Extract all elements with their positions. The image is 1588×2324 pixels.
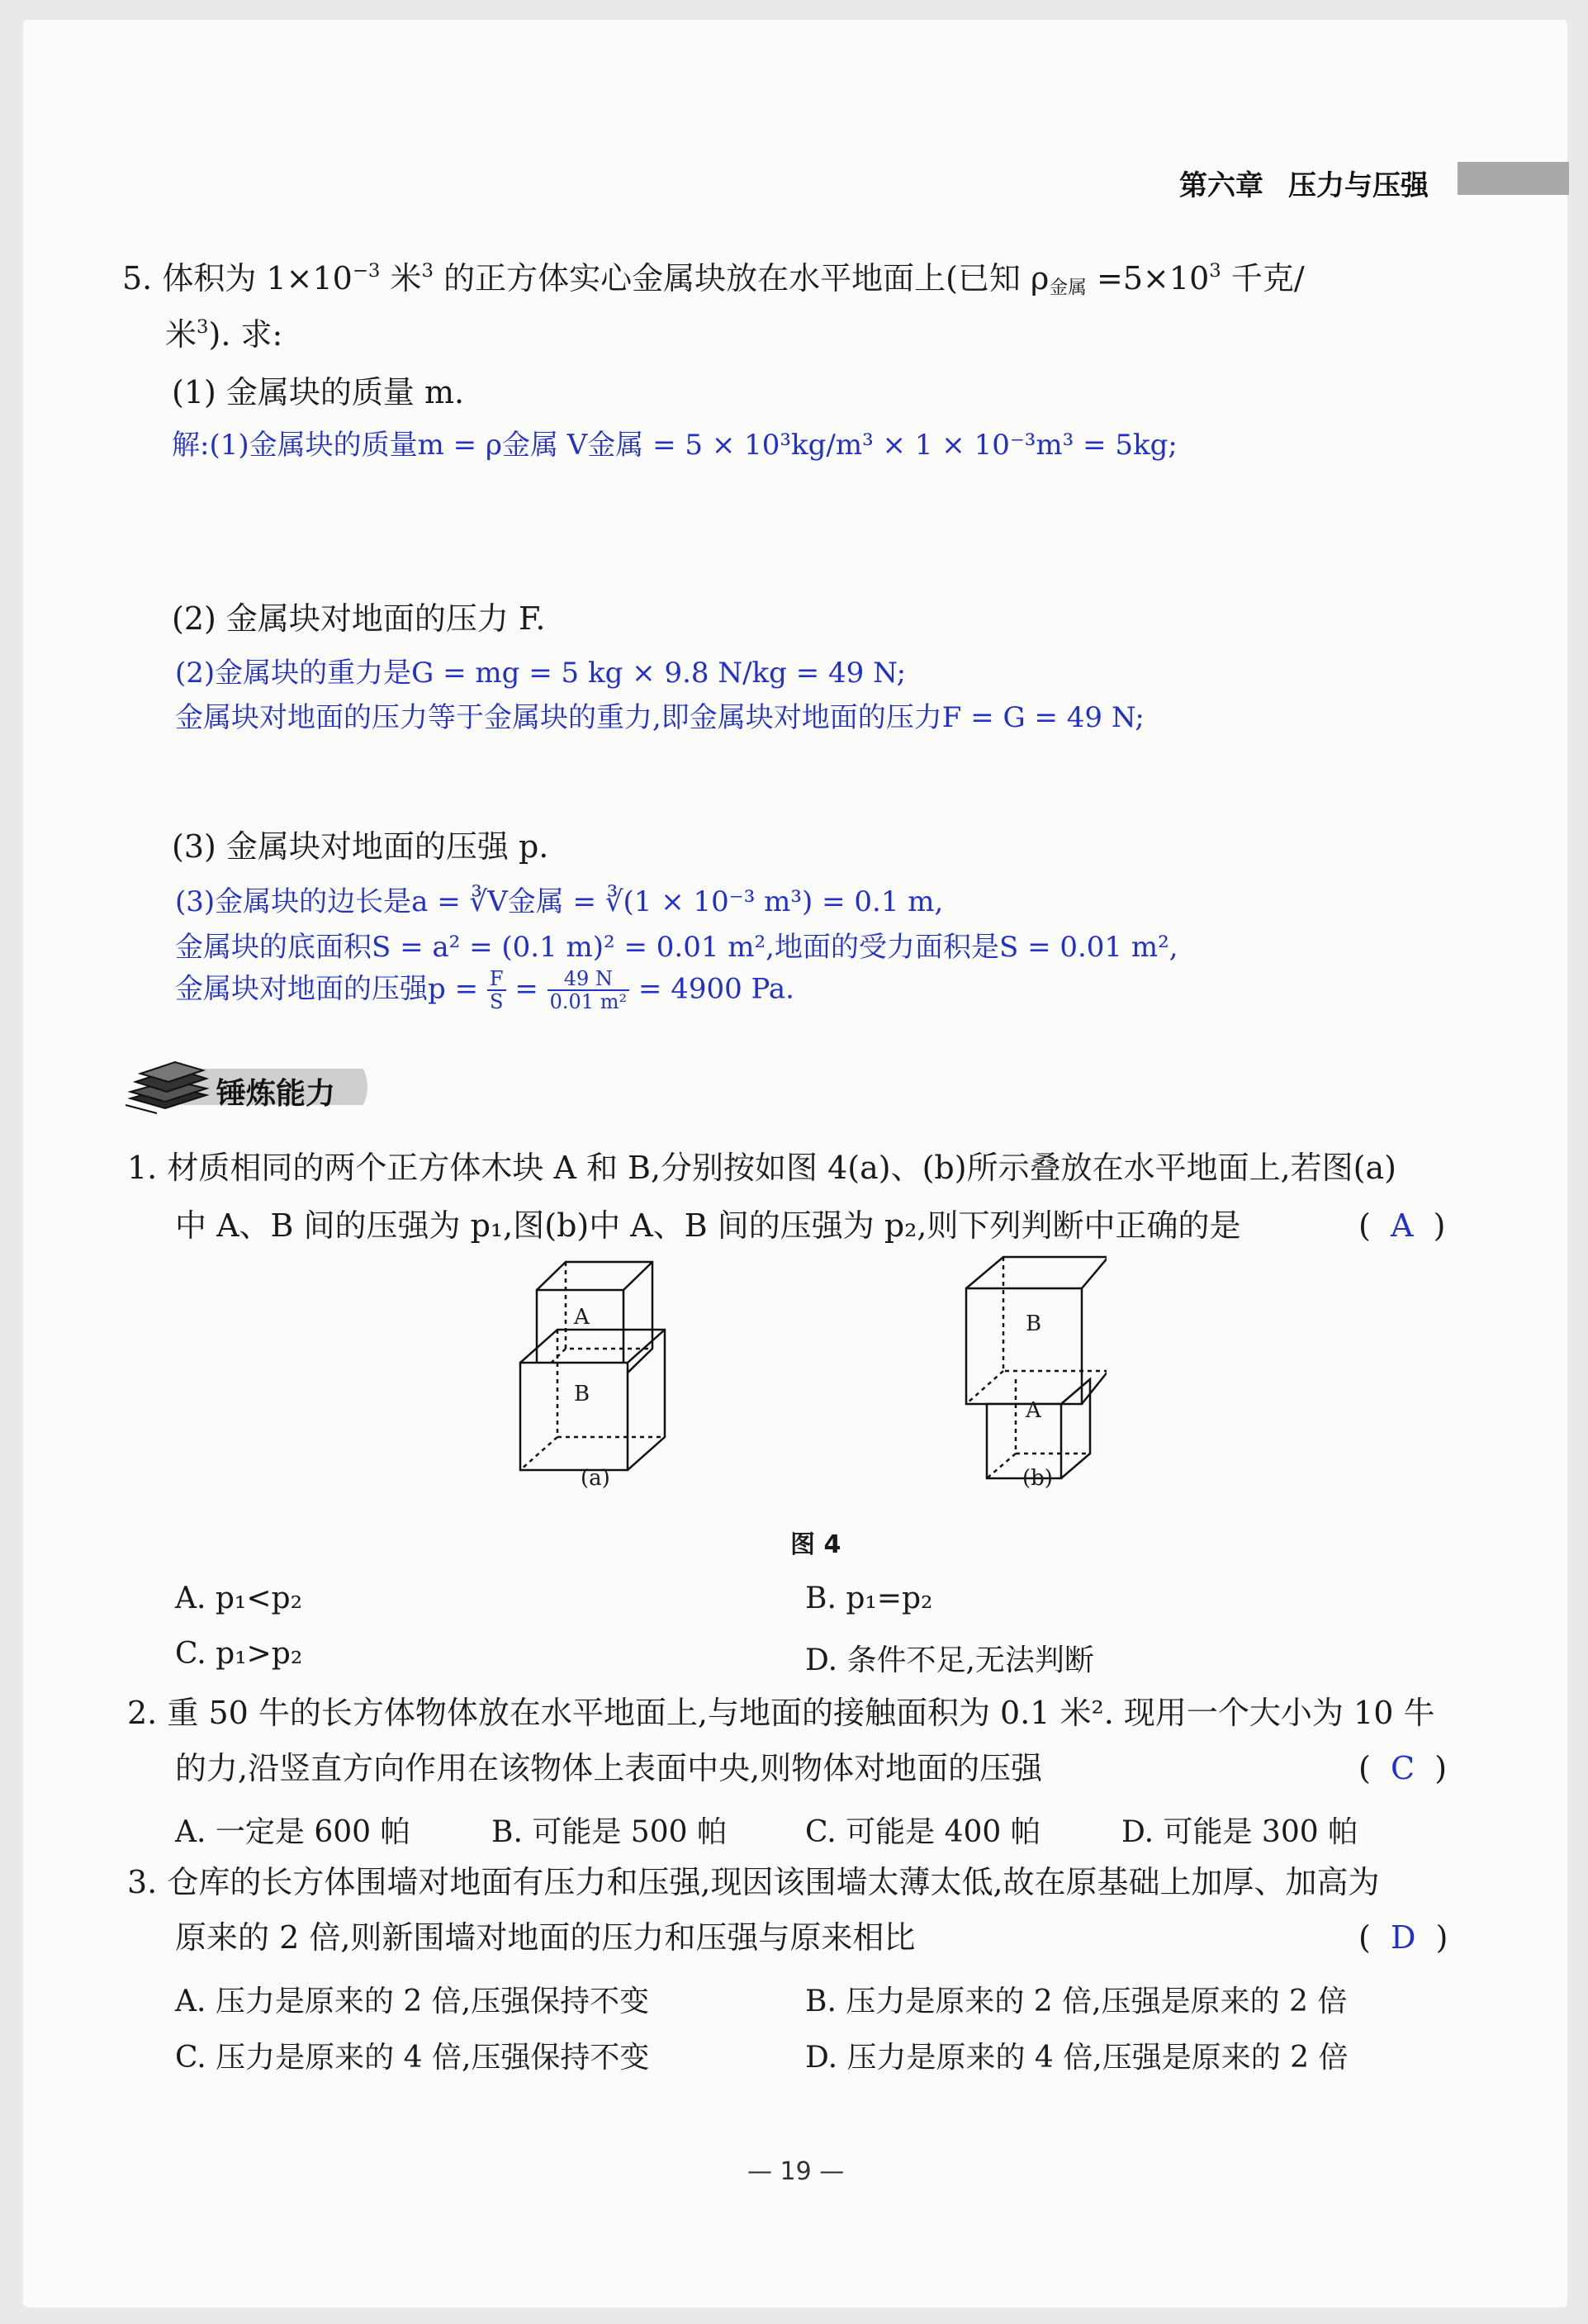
fraction-denominator: 0.01 m²	[549, 990, 628, 1014]
answer-text: = 4900 Pa.	[629, 972, 794, 1006]
q2-line1	[127, 1697, 1434, 1729]
section-banner	[124, 1057, 372, 1117]
fig-label-block-a2: A	[1026, 1398, 1041, 1423]
fraction-f-over-s	[487, 968, 506, 1013]
problem5-answer2-line2: 金属块对地面的压力等于金属块的重力,即金属块对地面的压力F = G = 49 N;	[175, 701, 1145, 734]
fraction-numerator: 49 N	[548, 968, 629, 991]
q1-option-b[interactable]: B. p₁=p₂	[805, 1582, 933, 1615]
problem5-part2: (2) 金属块对地面的压力 F.	[172, 600, 546, 637]
fig-label-block-b2: B	[1026, 1311, 1042, 1336]
q3-line2: 原来的 2 倍,则新围墙对地面的压力和压强与原来相比	[175, 1919, 916, 1956]
problem5-answer1: 解:(1)金属块的质量m = ρ金属 V金属 = 5 × 10³kg/m³ × 1 × 10⁻³m³ = 5kg;	[172, 429, 1178, 462]
q1-answer: A	[1390, 1207, 1414, 1244]
stem-text: 米	[380, 260, 422, 296]
question-number: 1.	[127, 1150, 158, 1186]
fraction-denominator: S	[489, 990, 504, 1014]
problem5-part1: (1) 金属块的质量 m.	[172, 374, 465, 410]
stem-text: 的正方体实心金属块放在水平地面上(已知 ρ	[434, 260, 1050, 296]
q1-answer-bracket: ( A )	[1358, 1207, 1446, 1244]
stem-text: ). 求:	[208, 316, 283, 353]
q1-line1	[127, 1150, 1396, 1186]
answer-text: 金属块对地面的压强p =	[175, 972, 487, 1006]
problem5-answer3-line2: 金属块的底面积S = a² = (0.1 m)² = 0.01 m²,地面的受力面积是S = 0.01 m²,	[175, 931, 1178, 964]
fig-label-block-b1: B	[574, 1382, 590, 1406]
question-number: 2.	[127, 1695, 158, 1731]
problem5-answer3-line1: (3)金属块的边长是a = ∛V金属 = ∛(1 × 10⁻³ m³) = 0.1 m,	[175, 885, 944, 918]
cube-b-front	[520, 1363, 628, 1470]
q3-answer: D	[1390, 1919, 1416, 1956]
answer-text: =	[505, 972, 548, 1006]
q1-line2: 中 A、B 间的压强为 p₁,图(b)中 A、B 间的压强为 p₂,则下列判断中正确的是	[175, 1207, 1241, 1244]
stem-text: =5×10	[1086, 260, 1210, 296]
q2-option-d[interactable]: D. 可能是 300 帕	[1121, 1815, 1358, 1849]
problem5-stem-line2	[165, 316, 283, 353]
q2-answer: C	[1390, 1750, 1415, 1786]
q3-option-b[interactable]: B. 压力是原来的 2 倍,压强是原来的 2 倍	[805, 1985, 1348, 2018]
fig-caption-b: (b)	[1022, 1466, 1053, 1491]
section-title: 锤炼能力	[216, 1077, 336, 1111]
cube-b-top-front	[966, 1288, 1082, 1404]
q3-line1	[127, 1866, 1380, 1898]
question-text: 重 50 牛的长方体物体放在水平地面上,与地面的接触面积为 0.1 米². 现用一个大小为 10 牛	[167, 1695, 1435, 1731]
stem-text: 千克/	[1221, 260, 1305, 296]
exponent: 3	[197, 316, 209, 339]
fraction-value	[548, 968, 629, 1013]
exponent: −3	[352, 260, 381, 282]
stem-text: 体积为 1×10	[162, 260, 353, 296]
question-text: 材质相同的两个正方体木块 A 和 B,分别按如图 4(a)、(b)所示叠放在水平地面上,若图(a)	[167, 1150, 1396, 1186]
chapter-number: 第六章	[1179, 169, 1263, 202]
subscript: 金属	[1049, 277, 1087, 299]
exponent: 3	[421, 260, 434, 282]
problem5-part3: (3) 金属块对地面的压强 p.	[172, 828, 549, 865]
problem5-stem-line1	[122, 260, 1305, 299]
q2-option-c[interactable]: C. 可能是 400 帕	[805, 1815, 1040, 1849]
q3-option-a[interactable]: A. 压力是原来的 2 倍,压强保持不变	[175, 1985, 650, 2018]
figure-caption: 图 4	[790, 1530, 841, 1559]
q1-option-a[interactable]: A. p₁<p₂	[175, 1582, 303, 1615]
q3-answer-bracket: ( D )	[1358, 1919, 1448, 1956]
q3-option-c[interactable]: C. 压力是原来的 4 倍,压强保持不变	[175, 2041, 650, 2075]
problem5-answer2-line1: (2)金属块的重力是G = mg = 5 kg × 9.8 N/kg = 49 N;	[175, 657, 907, 690]
q1-option-c[interactable]: C. p₁>p₂	[175, 1637, 303, 1671]
question-number: 3.	[127, 1864, 158, 1900]
q3-option-d[interactable]: D. 压力是原来的 4 倍,压强是原来的 2 倍	[805, 2041, 1349, 2075]
exponent: 3	[1209, 260, 1221, 282]
page-number: — 19 —	[747, 2157, 845, 2186]
problem-number: 5.	[122, 260, 153, 296]
fraction-numerator: F	[487, 968, 506, 991]
q2-line2: 的力,沿竖直方向作用在该物体上表面中央,则物体对地面的压强	[175, 1750, 1043, 1786]
chapter-title: 压力与压强	[1288, 169, 1429, 202]
q2-option-b[interactable]: B. 可能是 500 帕	[491, 1815, 727, 1849]
q2-option-a[interactable]: A. 一定是 600 帕	[175, 1815, 410, 1849]
q1-option-d[interactable]: D. 条件不足,无法判断	[805, 1643, 1094, 1677]
fig-label-block-a1: A	[574, 1305, 590, 1330]
problem5-answer3-line3	[175, 968, 794, 1013]
question-text: 仓库的长方体围墙对地面有压力和压强,现因该围墙太薄太低,故在原基础上加厚、加高为	[167, 1864, 1380, 1900]
stem-text: 米	[165, 316, 197, 353]
chapter-header	[1179, 163, 1429, 203]
fig-caption-a: (a)	[581, 1466, 610, 1491]
header-bar	[1458, 162, 1569, 195]
q2-answer-bracket: ( C )	[1358, 1750, 1448, 1786]
